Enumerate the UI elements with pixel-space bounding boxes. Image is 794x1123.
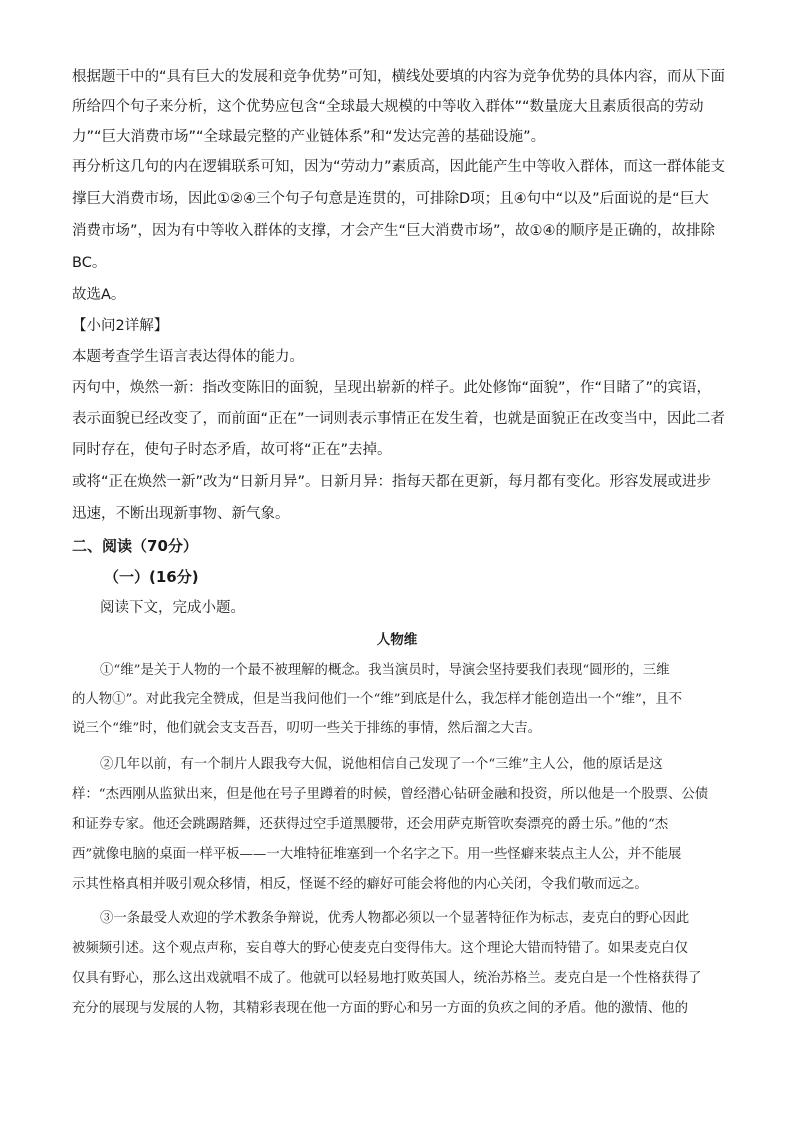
passage-line: 说三个“维”时，他们就会支支吾吾，叨叨一些关于排练的事情，然后溜之大吉。 [72,721,541,736]
analysis-line: 本题考查学生语言表达得体的能力。 [72,349,304,365]
passage-line: ③一条最受人欢迎的学术教条争辩说，优秀人物都必须以一个显著特征作为标志，麦克白的野心因此 [100,911,690,926]
subquestion-heading: 【小问2详解】 [72,318,169,334]
passage-line: 样：“杰西刚从监狱出来，但是他在号子里蹲着的时候，曾经潜心钻研金融和投资，所以他是一个股票、公债 [72,787,709,802]
analysis-line: 再分析这几句的内在逻辑联系可知，因为“劳动力”素质高，因此能产生中等收入群体，而这一群体能支 [72,159,726,175]
passage-line: ①“维”是关于人物的一个最不被理解的概念。我当演员时，导演会坚持要我们表现“圆形的，三维 [100,663,670,678]
analysis-line: 表示面貌已经改变了，而前面“正在”一词则表示事情正在发生着，也就是面貌正在改变当中，因此二者 [72,411,726,427]
analysis-line: 同时存在，使句子时态矛盾，故可将“正在”去掉。 [72,442,392,458]
passage-title: 人物维 [376,632,418,648]
passage-line: 被频频引述。这个观点声称，妄自尊大的野心使麦克白变得伟大。这个理论大错而特错了。如果麦克白仅 [72,941,688,956]
passage-line: 示其性格真相并吸引观众移情，相反，怪诞不经的癖好可能会将他的内心关闭，令我们敬而远之。 [72,877,648,892]
passage-line: ②几年以前，有一个制片人跟我夸大侃，说他相信自己发现了一个“三维”主人公，他的原话是这 [100,757,663,772]
passage-line: 仅具有野心，那么这出戏就唱不成了。他就可以轻易地打败英国人，统治苏格兰。麦克白是一个性格获得了 [72,971,702,986]
passage-line: 西”就像电脑的桌面一样平板——一大堆特征堆塞到一个名字之下。用一些怪癖来装点主人公，并不能展 [72,847,682,862]
analysis-line: 丙句中，焕然一新：指改变陈旧的面貌，呈现出崭新的样子。此处修饰“面貌”，作“目睹了”的宾语， [72,380,712,396]
subsection-heading: （一）(16分) [104,568,199,586]
passage-line: 充分的展现与发展的人物，其精彩表现在他一方面的野心和另一方面的负疚之间的矛盾。他的激情、他的 [72,1001,688,1016]
analysis-line: 迅速，不断出现新事物、新气象。 [72,506,290,522]
answer-line: 故选A。 [72,287,126,303]
instruction-text: 阅读下文，完成小题。 [100,600,245,616]
analysis-line: 或将“正在焕然一新”改为“日新月异”。日新月异：指每天都在更新，每月都有变化。形容发展或进步 [72,474,712,490]
passage-line: 和证券专家。他还会跳踢踏舞，还获得过空手道黑腰带，还会用萨克斯管吹奏漂亮的爵士乐。”他的“杰 [72,817,669,832]
section-heading: 二、阅读（70分） [72,537,198,555]
analysis-line: 撑巨大消费市场，因此①②④三个句子句意是连贯的，可排除D项；且④句中“以及”后面说的是“巨大 [72,191,709,207]
analysis-line: 根据题干中的“具有巨大的发展和竞争优势”可知，横线处要填的内容为竞争优势的具体内容，而从下面 [72,69,726,85]
analysis-line: BC。 [72,255,107,271]
analysis-line: 消费市场”，因为有中等收入群体的支撑，才会产生“巨大消费市场”，故①④的顺序是正确的，故排除 [72,223,716,239]
analysis-line: 所给四个句子来分析，这个优势应包含“全球最大规模的中等收入群体”“数量庞大且素质很高的劳动 [72,99,704,115]
analysis-line: 力”“巨大消费市场”“全球最完整的产业链体系”和“发达完善的基础设施”。 [72,129,546,145]
passage-line: 的人物①”。对此我完全赞成，但是当我问他们一个“维”到底是什么，我怎样才能创造出一个“维”，且不 [72,692,683,707]
